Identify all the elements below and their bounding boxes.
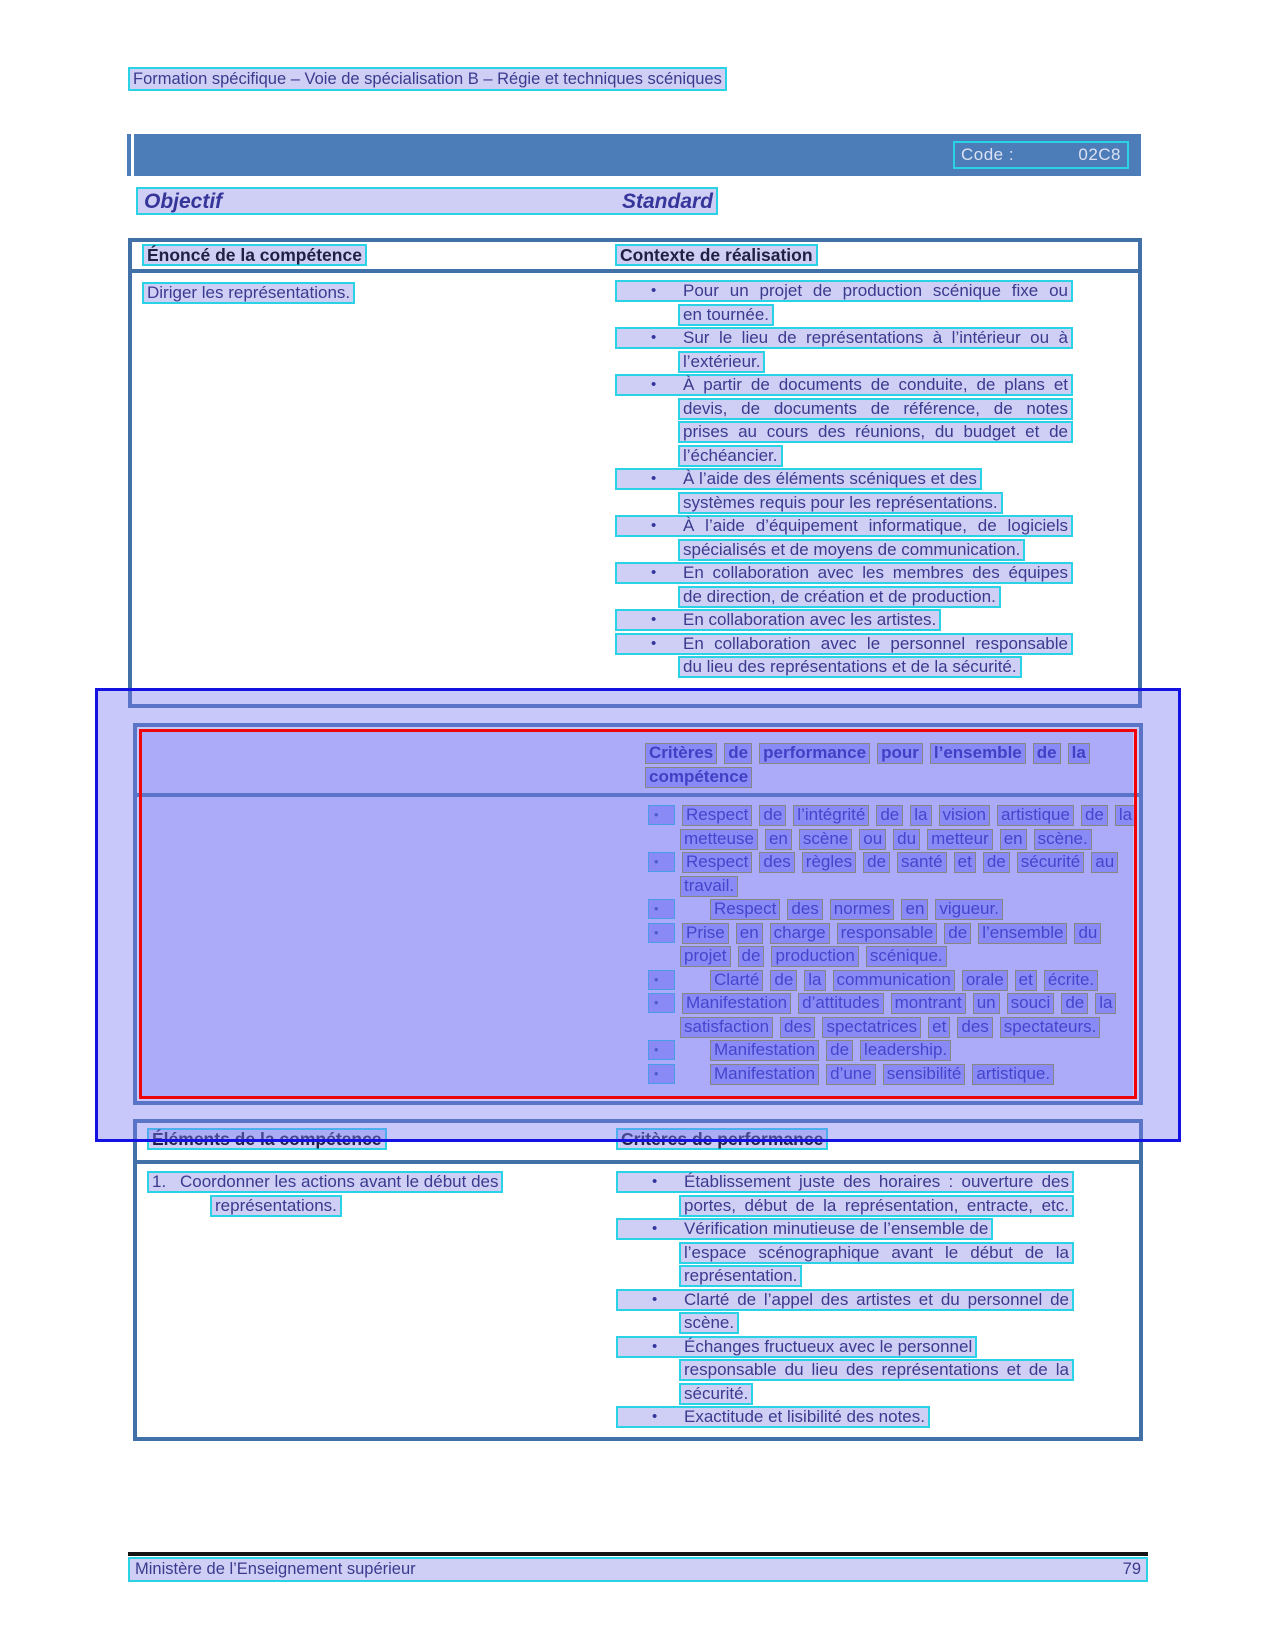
text-line: [615, 304, 1073, 328]
word-box: un: [973, 993, 1000, 1014]
line-text: Pour un projet de production scénique fixe ou: [683, 281, 1068, 300]
criteres-bullet-list: [616, 1171, 1074, 1430]
bullet-icon: •: [648, 1040, 675, 1060]
word-box: sécurité: [1017, 852, 1085, 873]
highlight-box: [679, 1312, 739, 1334]
text-line: [616, 1359, 1074, 1383]
bullet-icon: •: [651, 282, 657, 299]
highlight-box: [678, 539, 1025, 561]
bullet-icon: •: [648, 805, 675, 825]
word-box: de: [724, 743, 752, 764]
table-row-divider: [137, 793, 1139, 797]
footer-page-number: 79: [1122, 1560, 1141, 1578]
word-box: metteur: [927, 829, 993, 850]
header-cell: [142, 244, 367, 266]
word-box: du: [893, 829, 920, 850]
objectif-heading: Objectif: [144, 190, 223, 213]
enonce-column: [142, 282, 604, 306]
word-box: d’une: [826, 1064, 876, 1085]
word-box: Prise: [682, 923, 729, 944]
word-box: leadership.: [860, 1040, 951, 1061]
word-box: l’ensemble: [930, 743, 1026, 764]
word-box: au: [1091, 852, 1118, 873]
bullet-icon: •: [651, 376, 657, 393]
table-row-divider: [132, 269, 1138, 273]
word-box: spectatrices: [822, 1017, 921, 1038]
line-text: En collaboration avec les membres des équipes: [683, 563, 1068, 582]
word-line: [645, 767, 752, 791]
highlight-box: [142, 282, 355, 304]
bullet-icon: •: [651, 611, 657, 628]
word-box: des: [787, 899, 822, 920]
text-line: [615, 586, 1073, 610]
line-text: l’extérieur.: [683, 351, 761, 371]
header-contexte: Contexte de réalisation: [620, 244, 813, 265]
word-box: Respect: [682, 852, 752, 873]
word-line: [680, 876, 738, 900]
highlight-box: [679, 1195, 1074, 1217]
word-line: [680, 828, 1088, 853]
text-line: [615, 445, 1073, 469]
table-elements-criteres: [133, 1119, 1143, 1441]
text-line: [616, 1289, 1074, 1313]
line-text: En collaboration avec le personnel responsable: [683, 633, 1068, 653]
bullet-icon: •: [648, 993, 675, 1013]
text-line: [615, 633, 1073, 657]
word-box: satisfaction: [680, 1017, 773, 1038]
footer-rule: [128, 1552, 1148, 1556]
word-box: scène: [799, 829, 852, 850]
text-line: [616, 1312, 1074, 1336]
word-line: [617, 805, 1133, 829]
code-value: 02C8: [1078, 145, 1121, 164]
line-text: scène.: [684, 1313, 735, 1332]
word-box: metteuse: [680, 829, 758, 850]
word-box: responsable: [837, 923, 938, 944]
line-text: devis, de documents de référence, de notes: [683, 398, 1068, 418]
word-box: règles: [802, 852, 856, 873]
word-box: de: [738, 946, 765, 967]
line-text: Exactitude et lisibilité des notes.: [684, 1407, 925, 1426]
code-label: Code :: [961, 145, 1015, 164]
line-text: l’échéancier.: [683, 445, 778, 465]
word-box: Critères: [645, 743, 717, 764]
line-text: En collaboration avec les artistes.: [683, 610, 937, 629]
word-box: et: [954, 852, 976, 873]
highlight-box: [616, 1289, 1074, 1311]
word-box: Manifestation: [710, 1064, 819, 1085]
text-line: [615, 327, 1073, 351]
word-line: [617, 852, 1115, 876]
word-box: performance: [759, 743, 870, 764]
word-box: de: [863, 852, 890, 873]
text-line: [616, 1218, 1074, 1242]
word-box: vision: [939, 805, 990, 826]
highlight-box: [615, 468, 982, 490]
word-box: et: [928, 1017, 950, 1038]
header-enonce: Énoncé de la compétence: [147, 244, 362, 265]
word-box: Manifestation: [710, 1040, 819, 1061]
highlight-box: [679, 1242, 1074, 1264]
line-text: l’espace scénographique avant le début de la: [684, 1242, 1069, 1262]
highlight-box: [615, 280, 1073, 302]
word-box: de: [759, 805, 786, 826]
bullet-icon: •: [652, 1408, 658, 1425]
word-box: sensibilité: [883, 1064, 966, 1085]
header-cell: [147, 1128, 387, 1150]
text-line: [616, 1383, 1074, 1407]
word-line: [617, 899, 1003, 923]
word-box: de: [983, 852, 1010, 873]
highlight-box: [678, 586, 1001, 608]
word-box: scénique.: [866, 946, 947, 967]
word-box: spectateurs.: [1000, 1017, 1101, 1038]
highlight-box: [616, 1218, 993, 1240]
word-line: [680, 1016, 1097, 1041]
word-box: orale: [962, 970, 1008, 991]
bullet-icon: •: [651, 470, 657, 487]
bullet-icon: •: [651, 564, 657, 581]
bullet-icon: •: [651, 517, 657, 534]
title-bar-notch: [131, 134, 134, 176]
text-line: [616, 1265, 1074, 1289]
text-line: [615, 539, 1073, 563]
text-line: [615, 398, 1073, 422]
criteres-ensemble-header: [617, 743, 1086, 790]
contexte-bullet-list: [615, 280, 1073, 680]
elements-column: [147, 1171, 609, 1218]
objectif-standard-highlight: [136, 187, 718, 215]
line-text: Sur le lieu de représentations à l’intérieur ou à: [683, 328, 1068, 347]
text-line: [616, 1171, 1074, 1195]
highlight-box: [679, 1383, 753, 1405]
text-line: [615, 609, 1073, 633]
bullet-icon: •: [648, 923, 675, 943]
word-box: de: [770, 970, 797, 991]
text-line: [616, 1242, 1074, 1266]
running-title-highlight: [128, 67, 727, 91]
word-box: de: [1061, 993, 1088, 1014]
line-text: À l’aide des éléments scéniques et des: [683, 469, 977, 488]
word-line: [617, 1040, 951, 1064]
word-line: [617, 993, 1113, 1017]
word-box: vigueur.: [935, 899, 1003, 920]
word-box: Clarté: [710, 970, 763, 991]
line-text: systèmes requis pour les représentations.: [683, 492, 998, 512]
word-line: [617, 922, 1098, 947]
text-line: [615, 492, 1073, 516]
competency-title-bar: [127, 134, 1141, 176]
header-cell: [616, 1128, 828, 1150]
text-line: [615, 421, 1073, 445]
text-line: [142, 282, 604, 306]
word-box: artistique.: [972, 1064, 1054, 1085]
highlight-box: [147, 1171, 503, 1193]
line-text: Diriger les représentations.: [147, 283, 351, 302]
word-box: et: [1015, 970, 1037, 991]
table-criteres-ensemble: [133, 723, 1143, 1105]
table-enonce-contexte: [128, 238, 1142, 708]
line-text: prises au cours des réunions, du budget et de: [683, 422, 1068, 441]
text-line: [615, 374, 1073, 398]
bullet-icon: •: [652, 1173, 658, 1190]
word-box: projet: [680, 946, 731, 967]
line-text: Coordonner les actions avant le début des: [180, 1172, 499, 1191]
highlight-box: [678, 445, 783, 467]
highlight-box: [679, 1359, 1074, 1381]
word-box: l’ensemble: [978, 923, 1067, 944]
text-line: [615, 562, 1073, 586]
line-text: Vérification minutieuse de l’ensemble de: [684, 1219, 989, 1238]
footer-ministry: Ministère de l’Enseignement supérieur: [135, 1560, 416, 1578]
text-line: [615, 280, 1073, 304]
word-box: montrant: [891, 993, 966, 1014]
word-box: des: [759, 852, 794, 873]
word-box: artistique: [997, 805, 1074, 826]
word-box: de: [826, 1040, 853, 1061]
word-box: souci: [1007, 993, 1055, 1014]
word-box: des: [780, 1017, 815, 1038]
word-box: compétence: [645, 767, 752, 788]
text-line: [615, 515, 1073, 539]
word-box: travail.: [680, 876, 738, 897]
bullet-icon: •: [648, 852, 675, 872]
text-line: [616, 1195, 1074, 1219]
word-box: la: [804, 970, 825, 991]
line-text: responsable du lieu des représentations et de la: [684, 1360, 1069, 1379]
word-box: en: [736, 923, 763, 944]
item-number: 1.: [152, 1172, 167, 1191]
highlight-box: [615, 562, 1073, 584]
bullet-icon: •: [652, 1337, 658, 1355]
highlight-box: [678, 351, 765, 373]
standard-heading: Standard: [622, 190, 714, 213]
word-line: [645, 743, 1086, 767]
word-box: en: [765, 829, 792, 850]
word-box: communication: [833, 970, 955, 991]
bullet-icon: •: [651, 329, 657, 346]
line-text: À l’aide d’équipement informatique, de logiciels: [683, 516, 1068, 535]
text-line: [615, 656, 1073, 680]
text-line: [615, 351, 1073, 375]
word-box: charge: [770, 923, 830, 944]
table-row-divider: [137, 1160, 1139, 1164]
bullet-icon: •: [651, 634, 657, 652]
word-box: de: [944, 923, 971, 944]
word-box: ou: [859, 829, 886, 850]
word-box: en: [1000, 829, 1027, 850]
line-text: À partir de documents de conduite, de plans et: [683, 375, 1068, 394]
word-box: santé: [897, 852, 947, 873]
word-box: en: [901, 899, 928, 920]
highlight-box: [678, 656, 1022, 678]
footer-highlight: [128, 1557, 1148, 1582]
word-box: la: [1115, 805, 1136, 826]
bullet-icon: •: [648, 970, 675, 990]
header-cell: [615, 244, 818, 266]
text-line: [147, 1171, 609, 1195]
word-line: [617, 1064, 1054, 1088]
highlight-box: [210, 1195, 342, 1217]
highlight-box: [616, 1406, 930, 1428]
highlight-box: [678, 421, 1073, 443]
word-box: écrite.: [1044, 970, 1098, 991]
code-highlight-box: [953, 141, 1129, 169]
word-box: la: [1068, 743, 1090, 764]
line-text: Établissement juste des horaires : ouverture des: [684, 1172, 1069, 1191]
word-box: du: [1074, 923, 1101, 944]
line-text: représentation.: [684, 1266, 798, 1285]
word-box: pour: [877, 743, 923, 764]
word-box: Manifestation: [682, 993, 791, 1014]
running-title: Formation spécifique – Voie de spécialisation B – Régie et techniques scéniques: [133, 69, 722, 88]
word-box: production: [771, 946, 858, 967]
line-text: portes, début de la représentation, entracte, etc.: [684, 1195, 1069, 1215]
word-line: [680, 946, 947, 970]
line-text: de direction, de création et de production.: [683, 586, 996, 606]
word-box: de: [1081, 805, 1108, 826]
word-box: scène.: [1034, 829, 1092, 850]
bullet-icon: •: [652, 1220, 658, 1237]
line-text: en tournée.: [683, 304, 770, 324]
line-text: sécurité.: [684, 1383, 749, 1403]
highlight-box: [678, 304, 774, 326]
word-box: la: [910, 805, 931, 826]
word-box: normes: [830, 899, 895, 920]
text-line: [615, 468, 1073, 492]
word-box: la: [1095, 993, 1116, 1014]
highlight-box: [616, 1171, 1074, 1193]
word-box: de: [1033, 743, 1061, 764]
highlight-box: [615, 609, 941, 631]
text-line: [616, 1406, 1074, 1430]
bullet-icon: •: [648, 1064, 675, 1084]
word-box: d’attitudes: [798, 993, 884, 1014]
highlight-box: [615, 327, 1073, 349]
bullet-icon: •: [652, 1290, 658, 1308]
highlight-box: [678, 398, 1073, 420]
line-text: Échanges fructueux avec le personnel: [684, 1336, 973, 1356]
word-box: des: [957, 1017, 992, 1038]
header-criteres: Critères de performance: [621, 1128, 824, 1149]
word-line: [617, 970, 1098, 994]
criteres-ensemble-bullet-list: [617, 805, 1133, 1087]
bullet-icon: •: [648, 899, 675, 919]
word-box: Respect: [682, 805, 752, 826]
line-text: spécialisés et de moyens de communication.: [683, 539, 1021, 559]
line-text: représentations.: [215, 1195, 337, 1215]
highlight-box: [615, 374, 1073, 396]
highlight-box: [616, 1336, 977, 1358]
word-box: de: [876, 805, 903, 826]
line-text: Clarté de l’appel des artistes et du personnel de: [684, 1289, 1069, 1309]
highlight-box: [679, 1265, 802, 1287]
line-text: du lieu des représentations et de la sécurité.: [683, 657, 1017, 676]
text-line: [616, 1336, 1074, 1360]
highlight-box: [678, 492, 1003, 514]
header-elements: Éléments de la compétence: [152, 1128, 382, 1149]
highlight-box: [615, 633, 1073, 655]
highlight-box: [615, 515, 1073, 537]
text-line: [147, 1195, 609, 1219]
word-box: l’intégrité: [793, 805, 869, 826]
word-box: Respect: [710, 899, 780, 920]
